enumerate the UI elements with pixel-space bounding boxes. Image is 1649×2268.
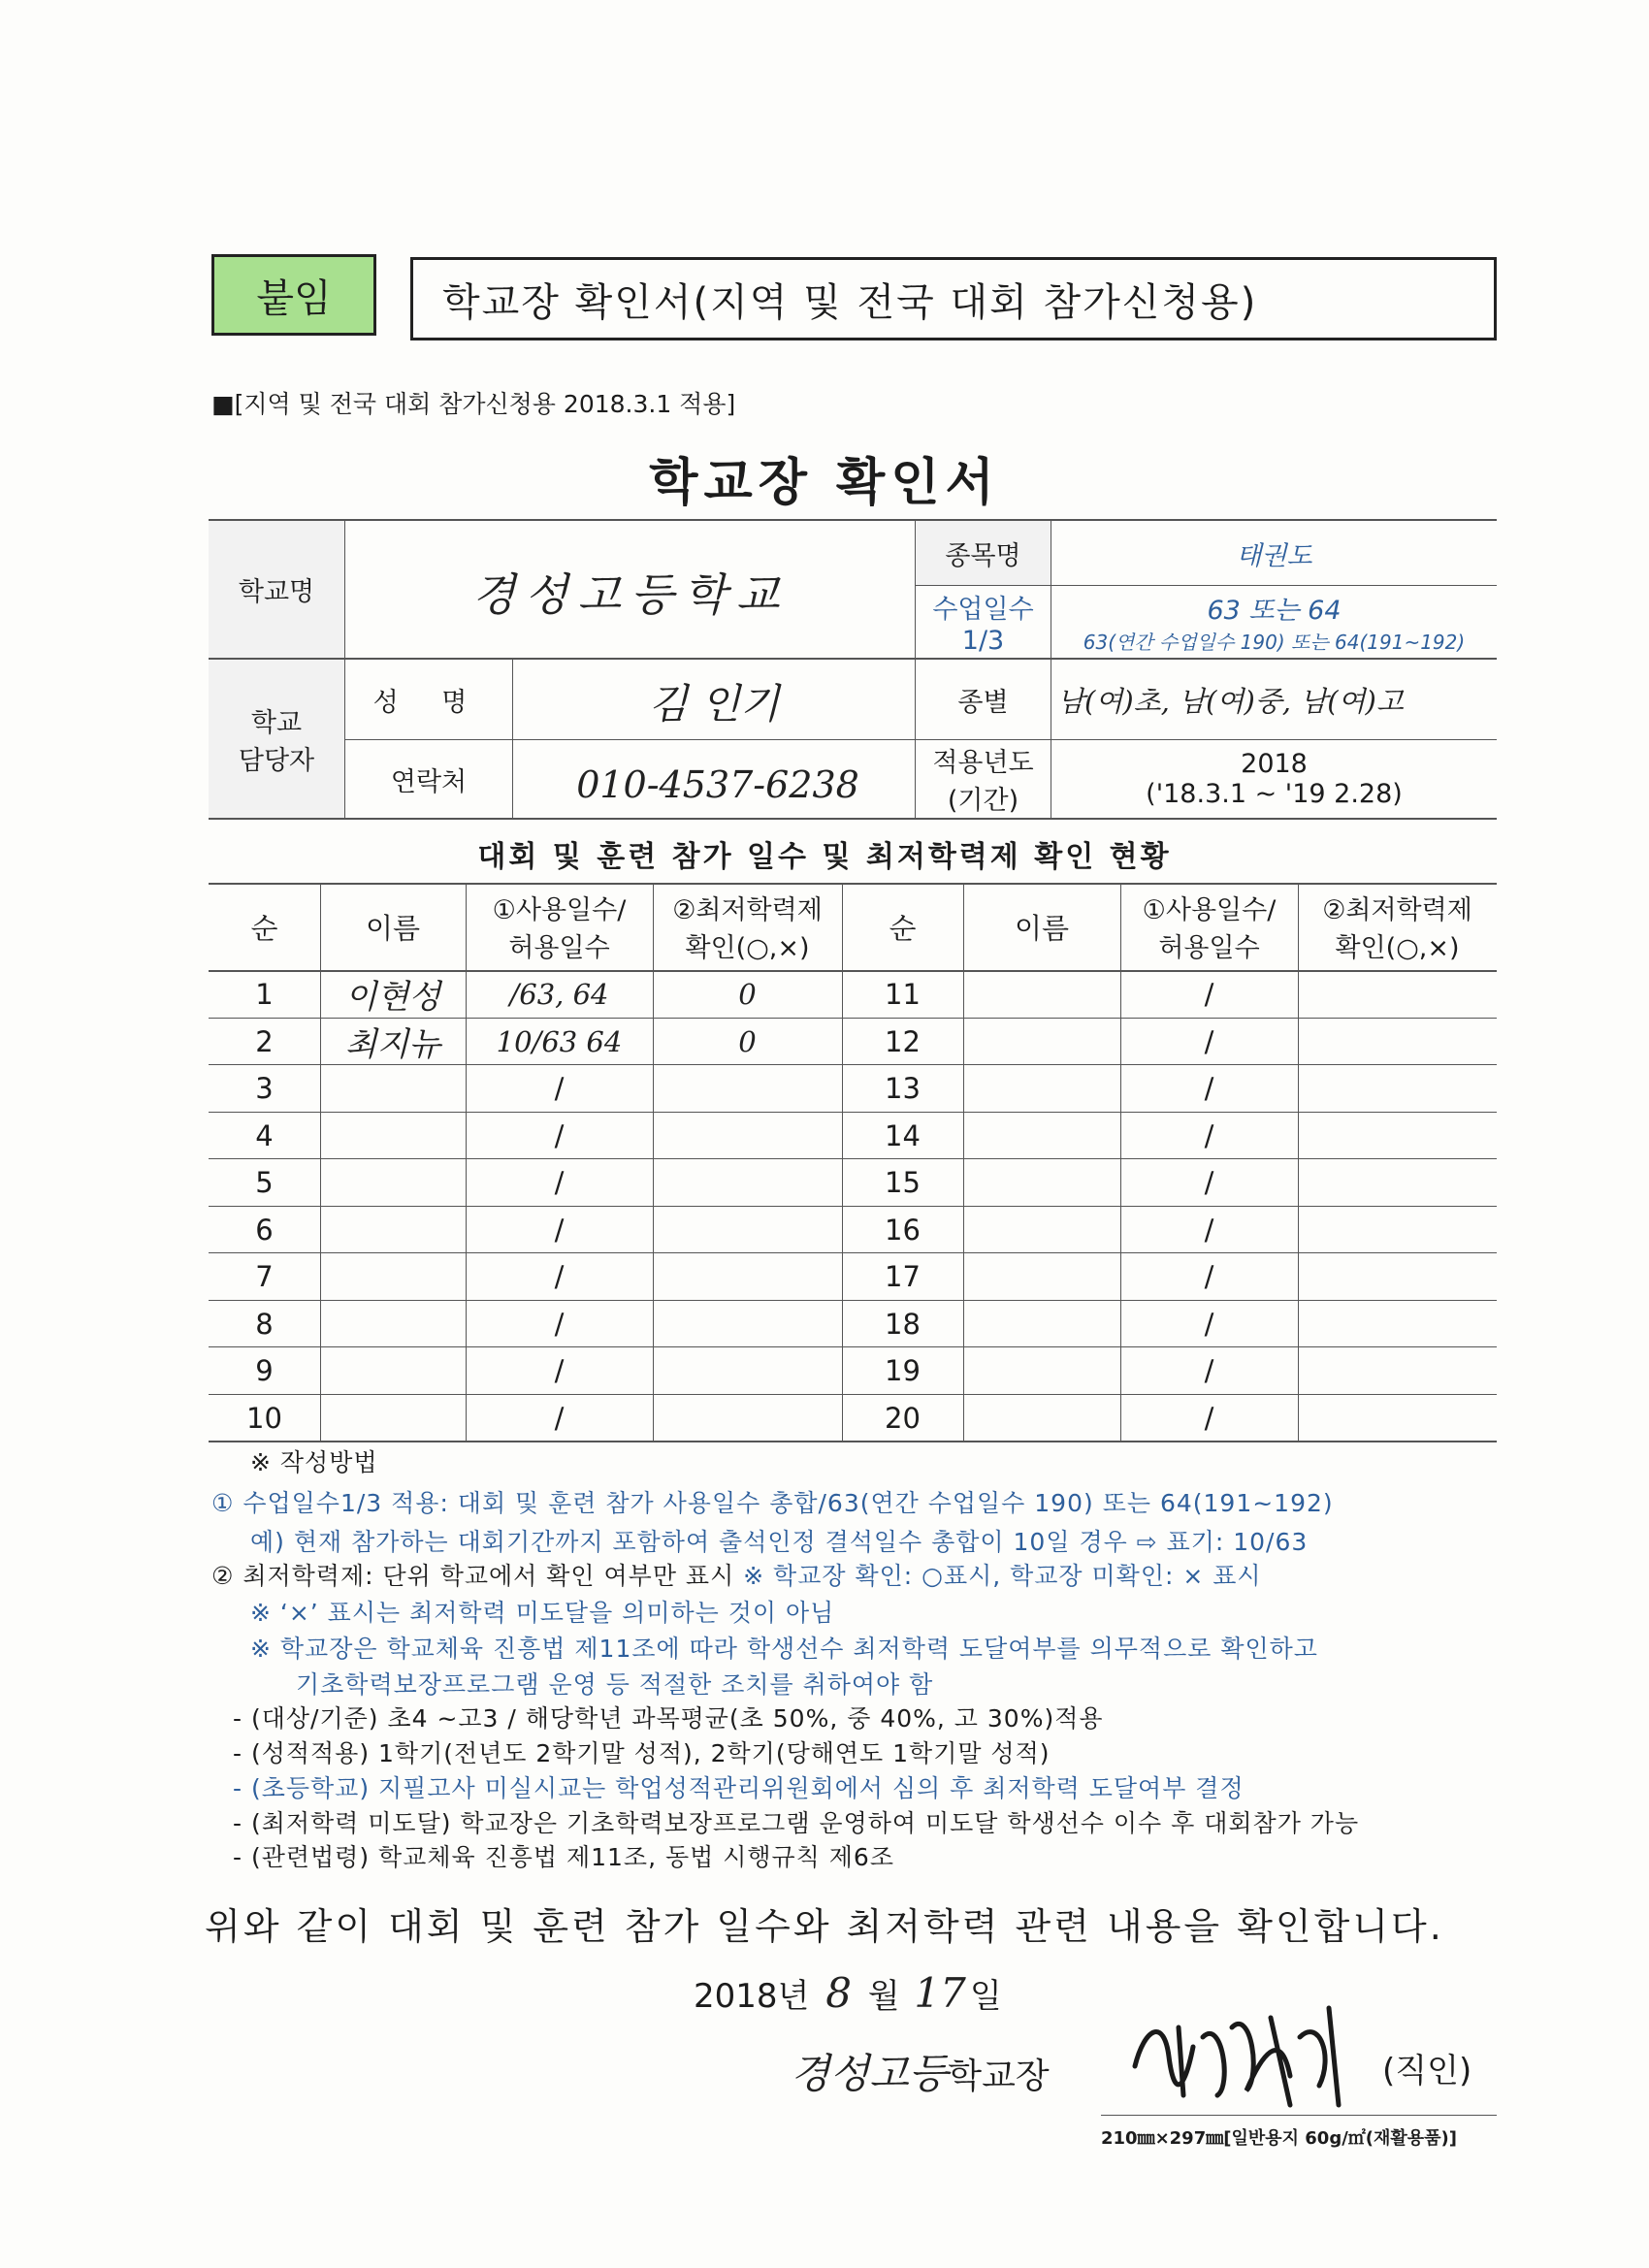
header-grade-line2: 확인(○,×) — [685, 933, 810, 963]
left-row-grade: 0 — [738, 977, 757, 1011]
left-row-days: / — [554, 1213, 565, 1247]
left-row-no: 4 — [255, 1118, 274, 1152]
right-row-name — [963, 1252, 1120, 1300]
right-row-grade — [1298, 1300, 1497, 1347]
date-day: 17 — [914, 1969, 966, 2017]
class-days-label-line2: 1/3 — [961, 626, 1005, 656]
gender-value: 남(여)초, 남(여)중, 남(여)고 — [1057, 684, 1404, 718]
header-days-line1: ①사용일수/ — [492, 895, 627, 925]
school-name-label: 학교명 — [209, 521, 344, 658]
right-row-days: / — [1204, 1118, 1214, 1152]
detail-3: - (초등학교) 지필고사 미실시교는 학업성적관리위원회에서 심의 후 최저학력 도달여부 결정 — [233, 1774, 1245, 1802]
right-row-grade — [1298, 1252, 1497, 1300]
note-2a — [211, 1557, 1262, 1592]
left-row-grade — [653, 1346, 842, 1394]
left-row-days: /63, 64 — [509, 977, 609, 1011]
date-month-unit: 월 — [867, 1977, 900, 2016]
header-grade-line1: ②최저학력제 — [1322, 895, 1472, 925]
rule — [209, 883, 1497, 885]
school-handwritten: 경성고등 — [791, 2050, 949, 2097]
detail-5: - (관련법령) 학교체육 진흥법 제11조, 동법 시행규칙 제6조 — [233, 1843, 894, 1871]
name-value: 김 인기 — [648, 680, 780, 728]
header-days-right — [1120, 883, 1298, 970]
note-2b: ※ ‘×’ 표시는 최저학력 미도달을 의미하는 것이 아님 — [250, 1599, 835, 1627]
left-row-days: / — [554, 1307, 565, 1341]
year-value-line1: 2018 — [1241, 749, 1308, 779]
left-row-days: / — [554, 1118, 565, 1152]
header-name-left: 이름 — [365, 911, 421, 945]
left-row-grade — [653, 1158, 842, 1206]
right-row-no: 12 — [885, 1024, 921, 1058]
date-line — [694, 1969, 1002, 2017]
header-days-left — [466, 883, 653, 970]
left-row-name — [320, 1394, 466, 1442]
left-row-no: 7 — [255, 1259, 274, 1293]
left-row-name — [320, 1206, 466, 1253]
footer-rule — [1101, 2115, 1497, 2116]
page-title: 학교장 확인서 — [649, 454, 1000, 512]
right-row-no: 17 — [885, 1259, 921, 1293]
left-row-no: 6 — [255, 1213, 274, 1247]
signature — [1125, 1998, 1377, 2115]
header-name-right: 이름 — [1014, 911, 1070, 945]
gender-label: 종별 — [957, 687, 1009, 718]
left-row-days: / — [554, 1353, 565, 1387]
left-row-no: 3 — [255, 1071, 274, 1105]
right-row-name — [963, 1158, 1120, 1206]
note-2a-blue: ※ 학교장 확인: ○표시, 학교장 미확인: × 표시 — [734, 1562, 1262, 1590]
left-row-name — [320, 1346, 466, 1394]
principal-suffix: 학교장 — [948, 2057, 1050, 2096]
year-label-line2: (기간) — [947, 786, 1019, 816]
header-days-line1: ①사용일수/ — [1142, 895, 1277, 925]
name-label: 성 명 — [372, 687, 485, 718]
detail-4: - (최저학력 미도달) 학교장은 기초학력보장프로그램 운영하여 미도달 학생선수 이수 후 대회참가 가능 — [233, 1809, 1360, 1837]
school-name-value: 경성고등학교 — [471, 568, 790, 621]
left-row-no: 10 — [246, 1401, 282, 1435]
left-row-name: 이현성 — [344, 978, 441, 1017]
right-row-days: / — [1204, 1071, 1214, 1105]
paper-spec: 210㎜×297㎜[일반용지 60g/㎡(재활용품)] — [1101, 2128, 1458, 2149]
left-row-grade — [653, 1300, 842, 1347]
left-row-no: 8 — [255, 1307, 274, 1341]
left-row-grade — [653, 1064, 842, 1112]
right-row-name — [963, 1064, 1120, 1112]
right-row-name — [963, 1112, 1120, 1159]
header-grade-left — [653, 883, 842, 970]
left-row-grade — [653, 1112, 842, 1159]
attachment-tag: 붙임 — [211, 254, 376, 336]
header-grade-line1: ②최저학력제 — [672, 895, 823, 925]
right-row-days: / — [1204, 1353, 1214, 1387]
right-row-name — [963, 1394, 1120, 1442]
detail-2: - (성적적용) 1학기(전년도 2학기말 성적), 2학기(당해연도 1학기말 성적) — [233, 1739, 1051, 1767]
right-row-days: / — [1204, 1259, 1214, 1293]
left-row-name — [320, 1064, 466, 1112]
left-row-grade: 0 — [738, 1024, 757, 1058]
right-row-name — [963, 970, 1120, 1018]
right-row-no: 19 — [885, 1353, 921, 1387]
contact-label: 연락처 — [390, 766, 468, 797]
header-grade-right — [1298, 883, 1497, 970]
note-1b: 예) 현재 참가하는 대회기간까지 포함하여 출석인정 결석일수 총합이 10일 경우 ⇨ 표기: 10/63 — [250, 1528, 1309, 1556]
left-row-days: / — [554, 1259, 565, 1293]
title-box: 학교장 확인서(지역 및 전국 대회 참가신청용) — [410, 257, 1497, 340]
left-row-no: 9 — [255, 1353, 274, 1387]
date-year: 2018년 — [694, 1977, 810, 2016]
sport-label: 종목명 — [916, 521, 1051, 585]
left-row-days: 10/63 64 — [496, 1024, 623, 1058]
left-row-days: / — [554, 1071, 565, 1105]
left-row-days: / — [554, 1401, 565, 1435]
detail-1: - (대상/기준) 초4 ~고3 / 해당학년 과목평균(초 50%, 중 40%, 고 30%)적용 — [233, 1704, 1104, 1733]
left-row-grade — [653, 1394, 842, 1442]
right-row-grade — [1298, 1112, 1497, 1159]
right-row-no: 13 — [885, 1071, 921, 1105]
left-row-name — [320, 1158, 466, 1206]
right-row-days: / — [1204, 1401, 1214, 1435]
class-days-label-line1: 수업일수 — [932, 595, 1034, 625]
right-row-no: 16 — [885, 1213, 921, 1247]
left-row-no: 2 — [255, 1024, 274, 1058]
left-row-name — [320, 1300, 466, 1347]
sport-value: 태권도 — [1236, 540, 1312, 571]
header-grade-line2: 확인(○,×) — [1335, 933, 1460, 963]
right-row-days: / — [1204, 1307, 1214, 1341]
right-row-name — [963, 1206, 1120, 1253]
class-days-value-line2: 63(연간 수업일수 190) 또는 64(191~192) — [1083, 631, 1466, 654]
right-row-no: 20 — [885, 1401, 921, 1435]
right-row-grade — [1298, 970, 1497, 1018]
note-2d: 기초학력보장프로그램 운영 등 적절한 조치를 취하여야 함 — [296, 1670, 934, 1699]
left-row-no: 1 — [255, 977, 274, 1011]
manager-label-line1: 학교 — [250, 707, 303, 738]
right-row-days: / — [1204, 1165, 1214, 1199]
manager-label-line2: 담당자 — [238, 745, 315, 776]
left-row-name: 최지뉴 — [344, 1025, 441, 1064]
seal-label: (직인) — [1382, 2052, 1472, 2090]
left-row-name — [320, 1112, 466, 1159]
principal-line — [791, 2042, 1050, 2100]
right-row-no: 15 — [885, 1165, 921, 1199]
contact-value: 010-4537-6238 — [576, 763, 859, 806]
right-row-grade — [1298, 1206, 1497, 1253]
right-row-days: / — [1204, 1213, 1214, 1247]
right-row-no: 18 — [885, 1307, 921, 1341]
right-row-name — [963, 1346, 1120, 1394]
header-no-left: 순 — [250, 911, 278, 945]
right-row-grade — [1298, 1018, 1497, 1065]
header-days-line2: 허용일수 — [508, 933, 610, 963]
notes-heading: ※ 작성방법 — [250, 1448, 378, 1476]
confirmation-statement: 위와 같이 대회 및 훈련 참가 일수와 최저학력 관련 내용을 확인합니다. — [205, 1905, 1444, 1948]
header-no-right: 순 — [889, 911, 917, 945]
right-row-days: / — [1204, 977, 1214, 1011]
note-1a: ① 수업일수1/3 적용: 대회 및 훈련 참가 사용일수 총합/63(연간 수업일수 190) 또는 64(191~192) — [211, 1489, 1334, 1517]
right-row-no: 11 — [885, 977, 921, 1011]
date-day-unit: 일 — [969, 1977, 1002, 2016]
left-row-days: / — [554, 1165, 565, 1199]
year-value-line2: ('18.3.1 ~ '19 2.28) — [1146, 779, 1403, 809]
section-title: 대회 및 훈련 참가 일수 및 최저학력제 확인 현황 — [477, 840, 1172, 874]
header-days-line2: 허용일수 — [1158, 933, 1260, 963]
left-row-name — [320, 1252, 466, 1300]
right-row-no: 14 — [885, 1118, 921, 1152]
date-month: 8 — [825, 1969, 852, 2017]
right-row-grade — [1298, 1394, 1497, 1442]
left-row-no: 5 — [255, 1165, 274, 1199]
right-row-name — [963, 1018, 1120, 1065]
year-label-line1: 적용년도 — [932, 748, 1034, 778]
right-row-grade — [1298, 1064, 1497, 1112]
left-row-grade — [653, 1206, 842, 1253]
left-row-grade — [653, 1252, 842, 1300]
subtitle: ■[지역 및 전국 대회 참가신청용 2018.3.1 적용] — [211, 390, 736, 418]
class-days-value-line1: 63 또는 64 — [1207, 596, 1342, 626]
right-row-name — [963, 1300, 1120, 1347]
right-row-grade — [1298, 1346, 1497, 1394]
note-2a-text: ② 최저학력제: 단위 학교에서 확인 여부만 표시 — [211, 1562, 735, 1590]
right-row-grade — [1298, 1158, 1497, 1206]
right-row-days: / — [1204, 1024, 1214, 1058]
note-2c: ※ 학교장은 학교체육 진흥법 제11조에 따라 학생선수 최저학력 도달여부를 의무적으로 확인하고 — [250, 1635, 1318, 1663]
